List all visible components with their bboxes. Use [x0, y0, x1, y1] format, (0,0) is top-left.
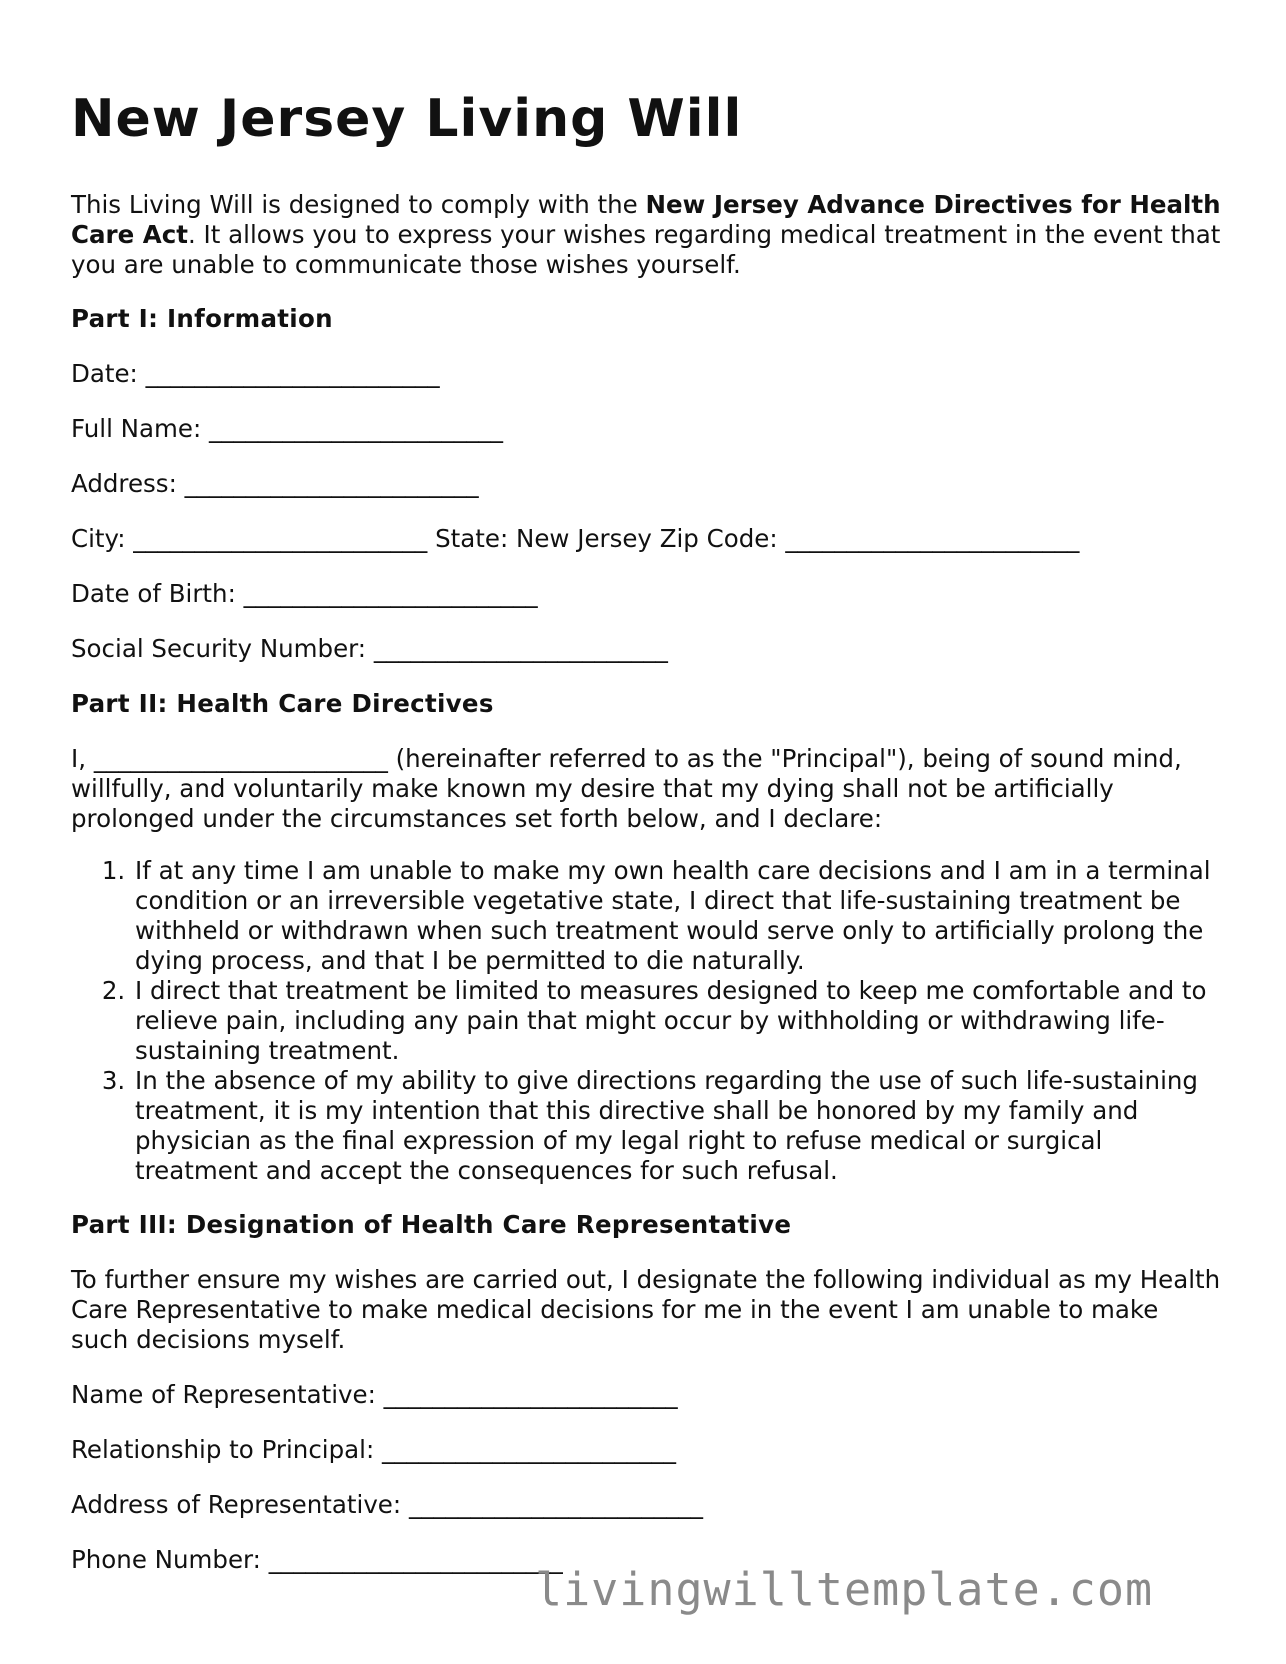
- document-page: [71, 88, 1221, 1600]
- representative-paragraph: To further ensure my wishes are carried out, I designate the following individual as my Health Care Representative to make medical decisions for me in the event I am unable to make such decisions myself.: [71, 1265, 1221, 1354]
- dob-field[interactable]: [71, 579, 1221, 609]
- intro-text-start: This Living Will is designed to comply with the: [71, 190, 646, 219]
- relationship-label: Relationship to Principal:: [71, 1435, 375, 1464]
- principal-declaration: [71, 744, 1221, 834]
- principal-declaration-text: (hereinafter referred to as the "Principal"), being of sound mind, willfully, and voluntarily make known my desire that my dying shall not be artificially prolonged under the circumstances set forth below, and I declare:: [71, 744, 1182, 833]
- part2-heading: Part II: Health Care Directives: [71, 689, 494, 718]
- site-watermark: livingwilltemplate.com: [535, 1563, 1154, 1616]
- address-field[interactable]: [71, 469, 1221, 499]
- full-name-label: Full Name:: [71, 414, 202, 443]
- ssn-label: Social Security Number:: [71, 634, 367, 663]
- full-name-field[interactable]: [71, 414, 1221, 444]
- part1-heading: Part I: Information: [71, 304, 333, 333]
- directive-item: 3. In the absence of my ability to give directions regarding the use of such life-sustaining treatment, it is my intention that this directive shall be honored by my family and physician as the final expression of my legal right to refuse medical or surgical treatment and accept the consequences for such refusal.: [133, 1066, 1221, 1186]
- city-blank[interactable]: ________________________: [133, 524, 428, 553]
- rep-name-field[interactable]: [71, 1380, 1221, 1410]
- dob-label: Date of Birth:: [71, 579, 236, 608]
- date-label: Date:: [71, 359, 138, 388]
- date-blank[interactable]: ________________________: [145, 359, 440, 388]
- rep-address-field[interactable]: [71, 1490, 1221, 1520]
- relationship-field[interactable]: [71, 1435, 1221, 1465]
- principal-prefix: I,: [71, 744, 87, 773]
- zip-label: Zip Code:: [659, 524, 778, 553]
- phone-label: Phone Number:: [71, 1545, 261, 1574]
- intro-paragraph: [71, 190, 1221, 280]
- address-label: Address:: [71, 469, 177, 498]
- rep-name-blank[interactable]: ________________________: [383, 1380, 678, 1409]
- date-field[interactable]: [71, 359, 1221, 389]
- phone-blank[interactable]: ________________________: [268, 1545, 563, 1574]
- directives-list: [71, 856, 1221, 1186]
- principal-name-blank[interactable]: ________________________: [93, 744, 388, 773]
- rep-name-label: Name of Representative:: [71, 1380, 376, 1409]
- address-blank[interactable]: ________________________: [184, 469, 479, 498]
- intro-text-end: . It allows you to express your wishes regarding medical treatment in the event that you are unable to communicate those wishes yourself.: [71, 220, 1221, 279]
- state-label: State: New Jersey: [435, 524, 652, 553]
- part3-heading: Part III: Designation of Health Care Representative: [71, 1210, 792, 1239]
- intro-act-name: New Jersey Advance Directives for Health Care Act: [71, 190, 1221, 249]
- city-label: City:: [71, 524, 126, 553]
- directive-item: 2. I direct that treatment be limited to measures designed to keep me comfortable and to relieve pain, including any pain that might occur by withholding or withdrawing life-sustaining treatment.: [133, 976, 1221, 1066]
- relationship-blank[interactable]: ________________________: [382, 1435, 677, 1464]
- rep-address-blank[interactable]: ________________________: [408, 1490, 703, 1519]
- city-state-zip-field[interactable]: [71, 524, 1221, 554]
- document-title: New Jersey Living Will: [71, 89, 743, 149]
- zip-blank[interactable]: ________________________: [785, 524, 1080, 553]
- rep-address-label: Address of Representative:: [71, 1490, 402, 1519]
- ssn-blank[interactable]: ________________________: [373, 634, 668, 663]
- directive-item: 1. If at any time I am unable to make my own health care decisions and I am in a terminal condition or an irreversible vegetative state, I direct that life-sustaining treatment be withheld or withdrawn when such treatment would serve only to artificially prolong the dying process, and that I be permitted to die naturally.: [133, 856, 1221, 976]
- full-name-blank[interactable]: ________________________: [209, 414, 504, 443]
- dob-blank[interactable]: ________________________: [243, 579, 538, 608]
- ssn-field[interactable]: [71, 634, 1221, 664]
